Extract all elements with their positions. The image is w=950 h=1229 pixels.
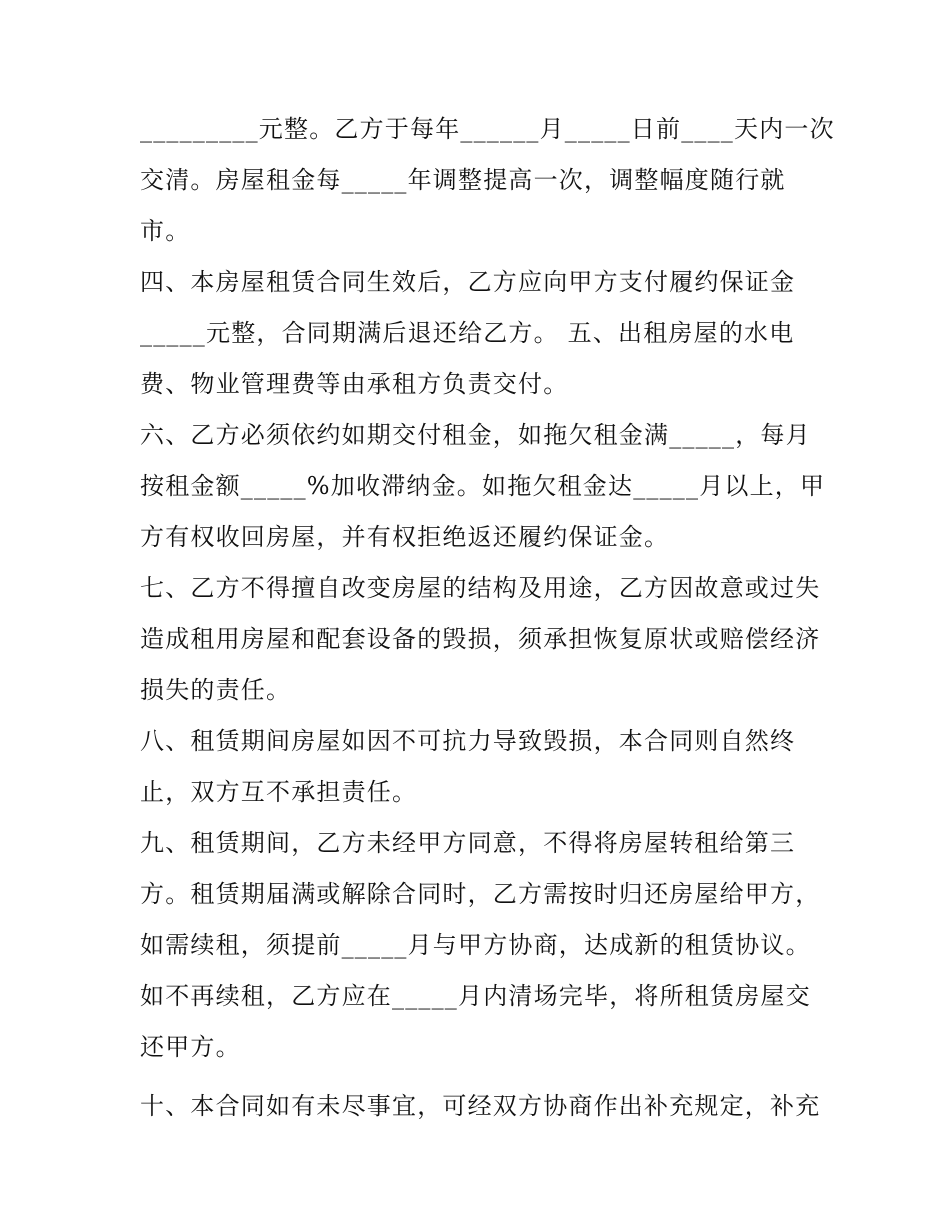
text-line-4: 四、本房屋租赁合同生效后，乙方应向甲方支付履约保证金 bbox=[140, 268, 796, 296]
text-line-14: 止，双方互不承担责任。 bbox=[140, 778, 418, 806]
text-line-7: 六、乙方必须依约如期交付租金，如拖欠租金满_____，每月 bbox=[140, 421, 811, 449]
text-line-3: 市。 bbox=[140, 217, 191, 245]
text-line-8: 按租金额_____%加收滞纳金。如拖欠租金达_____月以上，甲 bbox=[140, 472, 826, 500]
contract-text bbox=[140, 104, 835, 1132]
text-line-18: 如不再续租，乙方应在_____月内清场完毕，将所租赁房屋交 bbox=[140, 982, 811, 1010]
text-line-6: 费、物业管理费等由承租方负责交付。 bbox=[140, 370, 569, 398]
text-line-9: 方有权收回房屋，并有权拒绝返还履约保证金。 bbox=[140, 523, 670, 551]
text-line-2: 交清。房屋租金每_____年调整提高一次，调整幅度随行就 bbox=[140, 166, 786, 194]
text-line-15: 九、租赁期间，乙方未经甲方同意，不得将房屋转租给第三 bbox=[140, 829, 796, 857]
text-line-16: 方。租赁期届满或解除合同时，乙方需按时归还房屋给甲方， bbox=[140, 880, 821, 908]
text-line-13: 八、租赁期间房屋如因不可抗力导致毁损，本合同则自然终 bbox=[140, 727, 796, 755]
text-line-5: _____元整，合同期满后退还给乙方。 五、出租房屋的水电 bbox=[140, 319, 795, 347]
text-line-19: 还甲方。 bbox=[140, 1033, 241, 1061]
text-line-10: 七、乙方不得擅自改变房屋的结构及用途，乙方因故意或过失 bbox=[140, 574, 821, 602]
text-line-1: _________元整。乙方于每年______月_____日前____天内一次 bbox=[140, 115, 835, 143]
paragraph-gap bbox=[140, 1073, 820, 1081]
text-line-17: 如需续租，须提前_____月与甲方协商，达成新的租赁协议。 bbox=[140, 931, 811, 959]
text-line-11: 造成租用房屋和配套设备的毁损，须承担恢复原状或赔偿经济 bbox=[140, 625, 821, 653]
text-line-12: 损失的责任。 bbox=[140, 676, 292, 704]
text-line-20: 十、本合同如有未尽事宜，可经双方协商作出补充规定，补充 bbox=[140, 1092, 821, 1120]
